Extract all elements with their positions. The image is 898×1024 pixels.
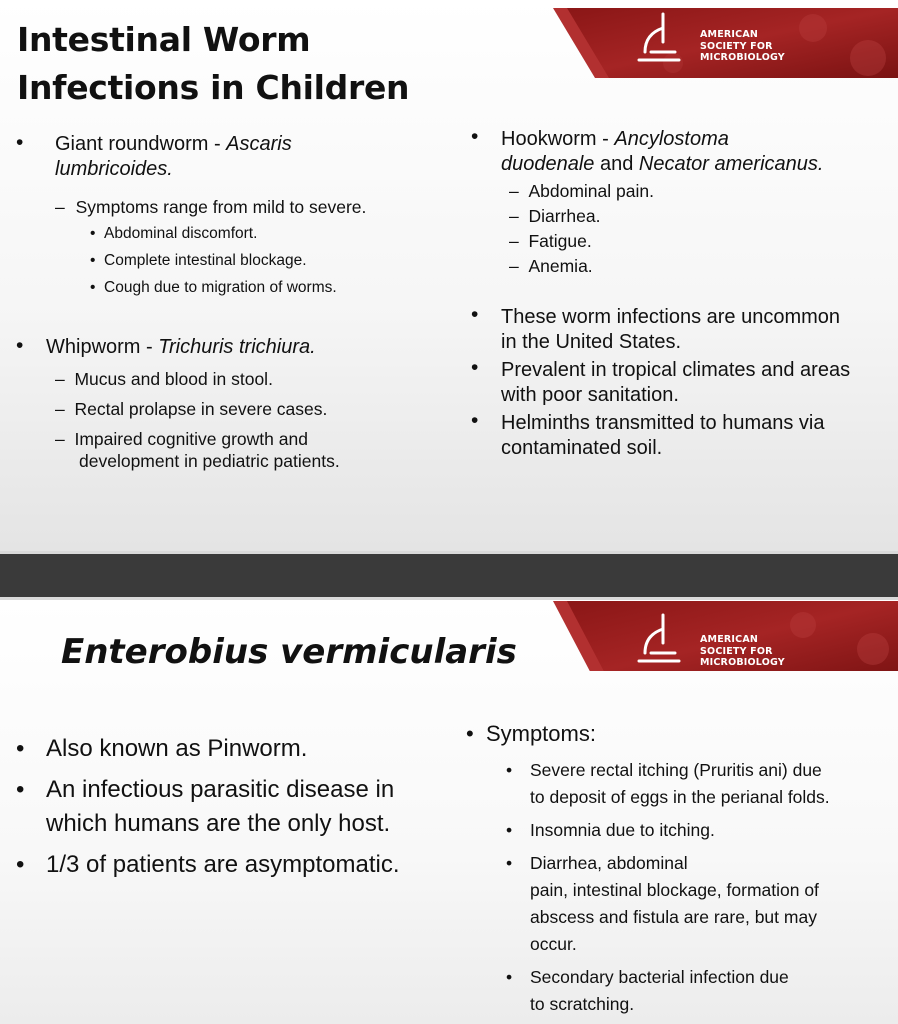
note-1 [501,305,840,355]
list-item: • Complete intestinal blockage. [90,252,307,269]
bullet-dot: • [471,125,479,148]
item-text: Cough due to migration of worms. [104,279,337,296]
list-item: – Anemia. [509,256,593,276]
bullet-dot: • [16,131,24,154]
title-line-2: Infections in Children [17,68,410,107]
item-text: abscess and fistula are rare, but may [530,907,817,927]
left-bullets [16,732,400,882]
item-text: Complete intestinal blockage. [104,252,307,269]
item-text: Also known as Pinworm. [46,735,308,762]
item-text: which humans are the only host. [46,810,391,837]
item-text: 1/3 of patients are asymptomatic. [46,851,400,878]
item-text: to scratching. [530,994,635,1014]
note-line: These worm infections are uncommon [501,306,841,328]
item-text: Rectal prolapse in severe cases. [74,399,328,419]
whipworm-species: Trichuris trichiura. [158,336,316,358]
hookworm-species-c: Necator americanus. [638,153,824,175]
hookworm-name: Hookworm - [501,128,615,150]
slide-enterobius [0,600,898,1024]
brand-line-3: MICROBIOLOGY [700,52,785,63]
item-text: Abdominal discomfort. [104,225,258,242]
whipworm-heading [46,335,316,360]
list-item: – Abdominal pain. [509,181,654,201]
bullet-dot: • [471,303,479,326]
item-text: Abdominal pain. [528,181,654,201]
note-line: Helminths transmitted to humans via [501,412,825,434]
item-text: Secondary bacterial infection due [530,967,789,987]
list-item: • Cough due to migration of worms. [90,279,337,296]
symptoms-heading: • Symptoms: [466,721,596,746]
brand-line-1: AMERICAN [700,634,759,645]
hookworm-list [509,179,654,279]
roundworm-list [90,224,337,298]
item-text: An infectious parasitic disease in [46,776,395,803]
item-text: Fatigue. [528,231,592,251]
item-text: pain, intestinal blockage, formation of [530,880,819,900]
brand-line-1: AMERICAN [700,29,759,40]
asm-brand-text [700,29,785,64]
list-item: • Severe rectal itching (Pruritis ani) due to deposit of eggs in the perianal folds. [506,757,830,811]
title-line-1: Intestinal Worm [17,20,311,59]
note-line: in the United States. [501,331,682,353]
list-item: • 1/3 of patients are asymptomatic. [16,848,400,882]
brand-line-2: SOCIETY FOR [700,40,773,52]
hookworm-and: and [594,153,639,175]
divider [0,551,898,554]
item-text: to deposit of eggs in the perianal folds. [530,787,830,807]
whipworm-name: Whipworm - [46,336,159,358]
item-text: Diarrhea. [528,206,601,226]
list-item-continued: development in pediatric patients. [79,451,340,471]
list-item: – Diarrhea. [509,206,601,226]
list-item: – Fatigue. [509,231,592,251]
list-item: – Mucus and blood in stool. [55,369,273,389]
roundworm-species-2: lumbricoides. [55,158,173,180]
page-title [17,16,409,112]
roundworm-symptoms: – Symptoms range from mild to severe. [55,197,367,217]
item-text: Insomnia due to itching. [530,820,715,840]
item-text: Anemia. [528,256,593,276]
roundworm-sub: Symptoms range from mild to severe. [75,197,367,217]
item-text: occur. [530,934,577,954]
list-item: • Also known as Pinworm. [16,732,400,766]
item-text: Severe rectal itching (Pruritis ani) due [530,760,822,780]
bullet-dot: • [16,334,24,357]
roundworm-species: Ascaris [226,133,292,155]
note-3 [501,411,824,461]
item-text: Mucus and blood in stool. [74,369,273,389]
list-item: – Rectal prolapse in severe cases. [55,399,328,419]
item-text: Diarrhea, abdominal [530,853,688,873]
hookworm-heading [501,127,823,177]
brand-line-2: SOCIETY FOR [700,645,773,657]
symptoms-list [506,757,830,1018]
whipworm-list [55,368,340,472]
list-item: • Secondary bacterial infection due to scratching. [506,964,830,1018]
list-item: • An infectious parasitic disease in which humans are the only host. [16,773,400,841]
list-item: – Impaired cognitive growth and [55,429,308,449]
asm-brand-text [700,634,785,669]
note-line: with poor sanitation. [501,384,679,406]
symptoms-label: Symptoms: [485,721,596,746]
hookworm-species-a: Ancylostoma [614,128,729,150]
brand-line-3: MICROBIOLOGY [700,657,785,668]
hookworm-species-b: duodenale [501,153,595,175]
list-item: • Diarrhea, abdominal pain, intestinal blockage, formation of abscess and fistula are rare, but may occur. [506,850,830,958]
note-line: Prevalent in tropical climates and areas [501,359,851,381]
list-item: • Insomnia due to itching. [506,817,830,844]
note-line: contaminated soil. [501,437,663,459]
page-title: Enterobius vermicularis [61,632,517,672]
roundworm-name: Giant roundworm - [55,133,227,155]
item-text: Impaired cognitive growth and [74,429,308,449]
roundworm-heading [55,132,292,182]
bullet-dot: • [471,409,479,432]
note-2 [501,358,850,408]
bullet-dot: • [471,356,479,379]
list-item: • Abdominal discomfort. [90,225,258,242]
